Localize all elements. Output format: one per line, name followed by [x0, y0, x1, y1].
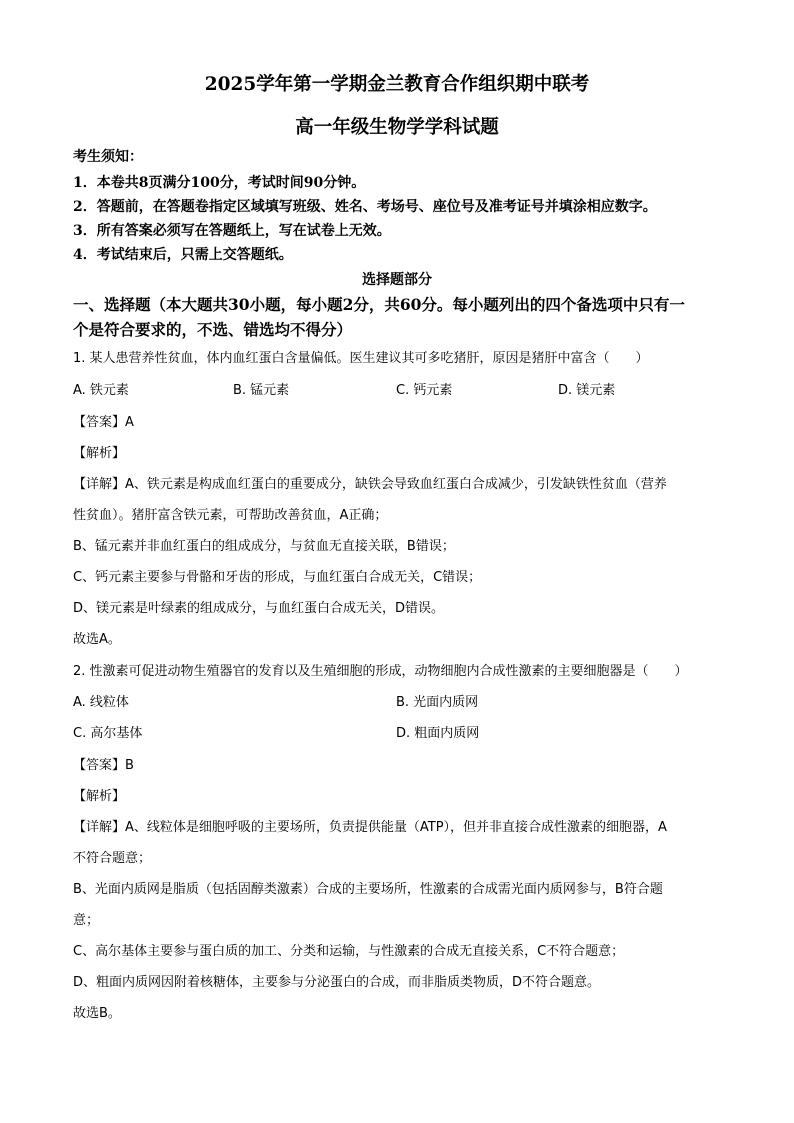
- notice-item-4: 4．考试结束后，只需上交答题纸。: [73, 247, 293, 263]
- q1-conclusion: 故选A。: [73, 632, 121, 647]
- q2-detail-line-3: B、光面内质网是脂质（包括固醇类激素）合成的主要场所，性激素的合成需光面内质网参与，B符合题: [73, 882, 663, 897]
- q2-detail-line-2: 不符合题意；: [73, 851, 152, 866]
- q2-stem: 2. 性激素可促进动物生殖器官的发育以及生殖细胞的形成，动物细胞内合成性激素的主要细胞器是（ ）: [73, 664, 688, 679]
- section-heading-line-1: 一、选择题（本大题共30小题，每小题2分，共60分。每小题列出的四个备选项中只有一: [73, 295, 685, 314]
- q2-detail-line-6: D、粗面内质网因附着核糖体，主要参与分泌蛋白的合成，而非脂质类物质，D不符合题意。: [73, 975, 601, 990]
- q1-option-c: C. 钙元素: [396, 383, 453, 398]
- q2-detail-line-1: 【详解】A、线粒体是细胞呼吸的主要场所，负责提供能量（ATP），但并非直接合成性激素的细胞器，A: [73, 820, 667, 835]
- notice-item-3: 3．所有答案必须写在答题纸上，写在试卷上无效。: [73, 223, 391, 239]
- q2-option-b: B. 光面内质网: [396, 695, 479, 710]
- q1-option-a: A. 铁元素: [73, 383, 129, 398]
- q2-option-a: A. 线粒体: [73, 695, 129, 710]
- q1-option-d: D. 镁元素: [558, 383, 616, 398]
- q1-option-b: B. 锰元素: [233, 383, 290, 398]
- q2-option-d: D. 粗面内质网: [396, 726, 480, 741]
- exam-subtitle: 高一年级生物学学科试题: [295, 117, 499, 138]
- q2-detail-line-5: C、高尔基体主要参与蛋白质的加工、分类和运输，与性激素的合成无直接关系，C不符合题意；: [73, 944, 625, 959]
- q2-analysis-label: 【解析】: [73, 789, 126, 804]
- q2-answer: 【答案】B: [73, 758, 134, 773]
- q1-detail-line-2: 性贫血）。猪肝富含铁元素，可帮助改善贫血，A正确；: [73, 508, 388, 523]
- q2-option-c: C. 高尔基体: [73, 726, 143, 741]
- notice-item-2: 2．答题前，在答题卷指定区域填写班级、姓名、考场号、座位号及准考证号并填涂相应数字。: [73, 199, 657, 215]
- q1-stem: 1. 某人患营养性贫血，体内血红蛋白含量偏低。医生建议其可多吃猪肝，原因是猪肝中富含（ ）: [73, 351, 649, 366]
- q2-detail-line-4: 意；: [73, 913, 100, 928]
- notice-heading: 考生须知：: [73, 149, 143, 165]
- q1-detail-line-5: D、镁元素是叶绿素的组成成分，与血红蛋白合成无关，D错误。: [73, 601, 445, 616]
- q1-answer: 【答案】A: [73, 415, 134, 430]
- part-title: 选择题部分: [362, 272, 432, 288]
- q1-detail-line-1: 【详解】A、铁元素是构成血红蛋白的重要成分，缺铁会导致血红蛋白合成减少，引发缺铁性贫血（营养: [73, 477, 667, 492]
- notice-item-1: 1．本卷共8页满分100分，考试时间90分钟。: [73, 175, 366, 191]
- section-heading-line-2: 个是符合要求的，不选、错选均不得分）: [73, 320, 353, 339]
- q2-conclusion: 故选B。: [73, 1006, 121, 1021]
- q1-detail-line-4: C、钙元素主要参与骨骼和牙齿的形成，与血红蛋白合成无关，C错误；: [73, 570, 482, 585]
- q1-analysis-label: 【解析】: [73, 446, 126, 461]
- exam-title: 2025学年第一学期金兰教育合作组织期中联考: [204, 74, 590, 95]
- q1-detail-line-3: B、锰元素并非血红蛋白的组成成分，与贫血无直接关联，B错误；: [73, 539, 455, 554]
